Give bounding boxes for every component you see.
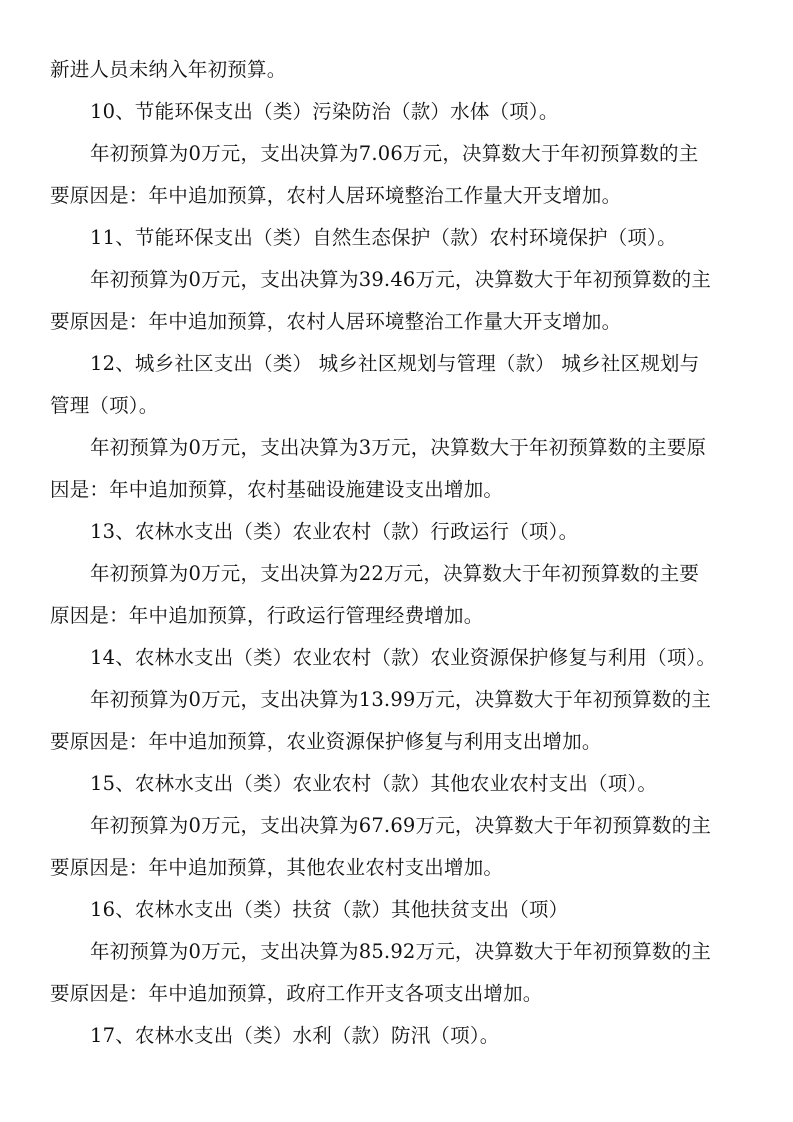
paragraph-line-5: 要原因是：年中追加预算，农村人居环境整治工作量大开支增加。 bbox=[50, 310, 622, 333]
paragraph-line-2: 年初预算为0万元，支出决算为7.06万元，决算数大于年初预算数的主 bbox=[90, 142, 699, 165]
paragraph-line-3: 要原因是：年中追加预算，农村人居环境整治工作量大开支增加。 bbox=[50, 184, 622, 207]
paragraph-line-6: 年初预算为0万元，支出决算为3万元，决算数大于年初预算数的主要原 bbox=[90, 436, 707, 459]
item-heading-11: 11、节能环保支出（类）自然生态保护（款）农村环境保护（项）。 bbox=[90, 226, 677, 249]
paragraph-line-11: 要原因是：年中追加预算，农业资源保护修复与利用支出增加。 bbox=[50, 730, 602, 753]
item-heading-10: 10、节能环保支出（类）污染防治（款）水体（项）。 bbox=[90, 100, 559, 123]
item-heading-12-cont: 管理（项）。 bbox=[50, 394, 159, 417]
paragraph-line-7: 因是：年中追加预算，农村基础设施建设支出增加。 bbox=[50, 478, 504, 501]
paragraph-line-13: 要原因是：年中追加预算，其他农业农村支出增加。 bbox=[50, 856, 504, 879]
paragraph-line-1: 新进人员未纳入年初预算。 bbox=[50, 58, 287, 81]
paragraph-line-12: 年初预算为0万元，支出决算为67.69万元，决算数大于年初预算数的主 bbox=[90, 814, 712, 837]
item-heading-15: 15、农林水支出（类）农业农村（款）其他农业农村支出（项）。 bbox=[90, 772, 658, 795]
paragraph-line-15: 要原因是：年中追加预算，政府工作开支各项支出增加。 bbox=[50, 982, 543, 1005]
item-heading-14: 14、农林水支出（类）农业农村（款）农业资源保护修复与利用（项）。 bbox=[90, 646, 717, 669]
item-heading-17: 17、农林水支出（类）水利（款）防汛（项）。 bbox=[90, 1024, 500, 1047]
item-heading-13: 13、农林水支出（类）农业农村（款）行政运行（项）。 bbox=[90, 520, 579, 543]
paragraph-line-14: 年初预算为0万元，支出决算为85.92万元，决算数大于年初预算数的主 bbox=[90, 940, 712, 963]
item-heading-12: 12、城乡社区支出（类） 城乡社区规划与管理（款） 城乡社区规划与 bbox=[90, 352, 700, 375]
paragraph-line-10: 年初预算为0万元，支出决算为13.99万元，决算数大于年初预算数的主 bbox=[90, 688, 712, 711]
paragraph-line-4: 年初预算为0万元，支出决算为39.46万元，决算数大于年初预算数的主 bbox=[90, 268, 712, 291]
paragraph-line-9: 原因是：年中追加预算，行政运行管理经费增加。 bbox=[50, 604, 484, 627]
paragraph-line-8: 年初预算为0万元，支出决算为22万元，决算数大于年初预算数的主要 bbox=[90, 562, 700, 585]
item-heading-16: 16、农林水支出（类）扶贫（款）其他扶贫支出（项） bbox=[90, 898, 569, 921]
